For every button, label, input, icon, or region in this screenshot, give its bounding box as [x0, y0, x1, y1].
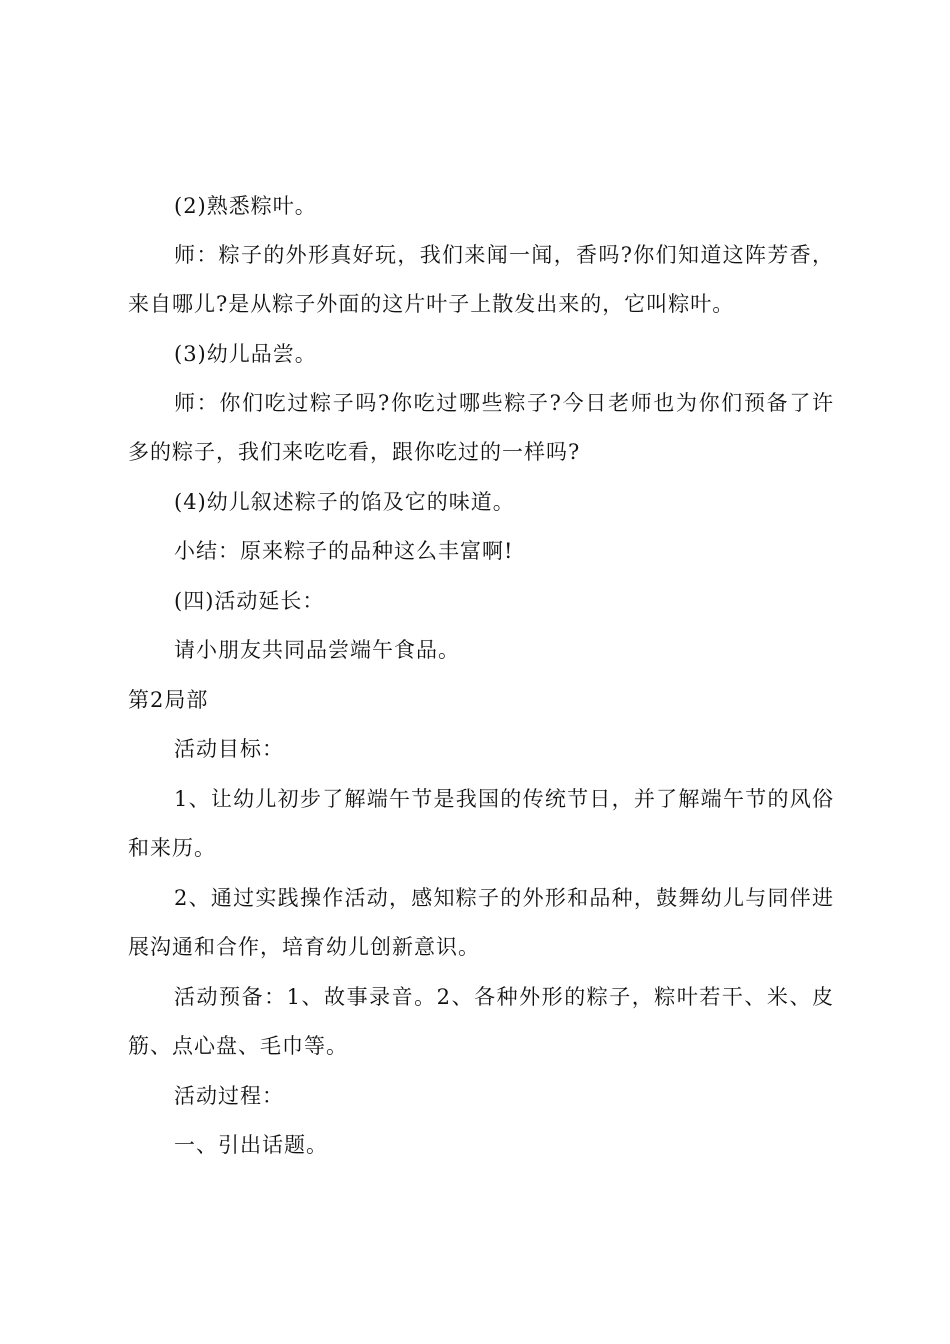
- paragraph-line: 师：你们吃过粽子吗?你吃过哪些粽子?今日老师也为你们预备了许: [174, 391, 834, 415]
- paragraph-line: 请小朋友共同品尝端午食品。: [174, 638, 460, 662]
- paragraph-line: 活动预备：1、故事录音。2、各种外形的粽子，粽叶若干、米、皮: [174, 985, 834, 1009]
- subheading-activity-goals: 活动目标：: [174, 737, 284, 761]
- subheading-introduce-topic: 一、引出话题。: [174, 1133, 328, 1157]
- list-item-line: 和来历。: [128, 836, 216, 860]
- paragraph-line: 来自哪儿?是从粽子外面的这片叶子上散发出来的，它叫粽叶。: [128, 292, 735, 316]
- paragraph-line: 筋、点心盘、毛巾等。: [128, 1034, 348, 1058]
- summary-line: 小结：原来粽子的品种这么丰富啊!: [174, 539, 514, 563]
- section-heading: 第2局部: [128, 688, 209, 712]
- subheading-familiarize-leaves: (2)熟悉粽叶。: [174, 194, 317, 218]
- subheading-tasting: (3)幼儿品尝。: [174, 342, 317, 366]
- paragraph-line: 师：粽子的外形真好玩，我们来闻一闻，香吗?你们知道这阵芳香，: [174, 243, 834, 267]
- list-item-line: 展沟通和合作，培育幼儿创新意识。: [128, 935, 480, 959]
- list-item-line: 2、通过实践操作活动，感知粽子的外形和品种，鼓舞幼儿与同伴进: [174, 886, 834, 910]
- paragraph-line: 多的粽子，我们来吃吃看，跟你吃过的一样吗?: [128, 440, 581, 464]
- list-item-line: 1、让幼儿初步了解端午节是我国的传统节日，并了解端午节的风俗: [174, 787, 834, 811]
- subheading-describe-filling: (4)幼儿叙述粽子的馅及它的味道。: [174, 490, 515, 514]
- subheading-activity-process: 活动过程：: [174, 1084, 284, 1108]
- subheading-activity-extension: (四)活动延长：: [174, 589, 325, 613]
